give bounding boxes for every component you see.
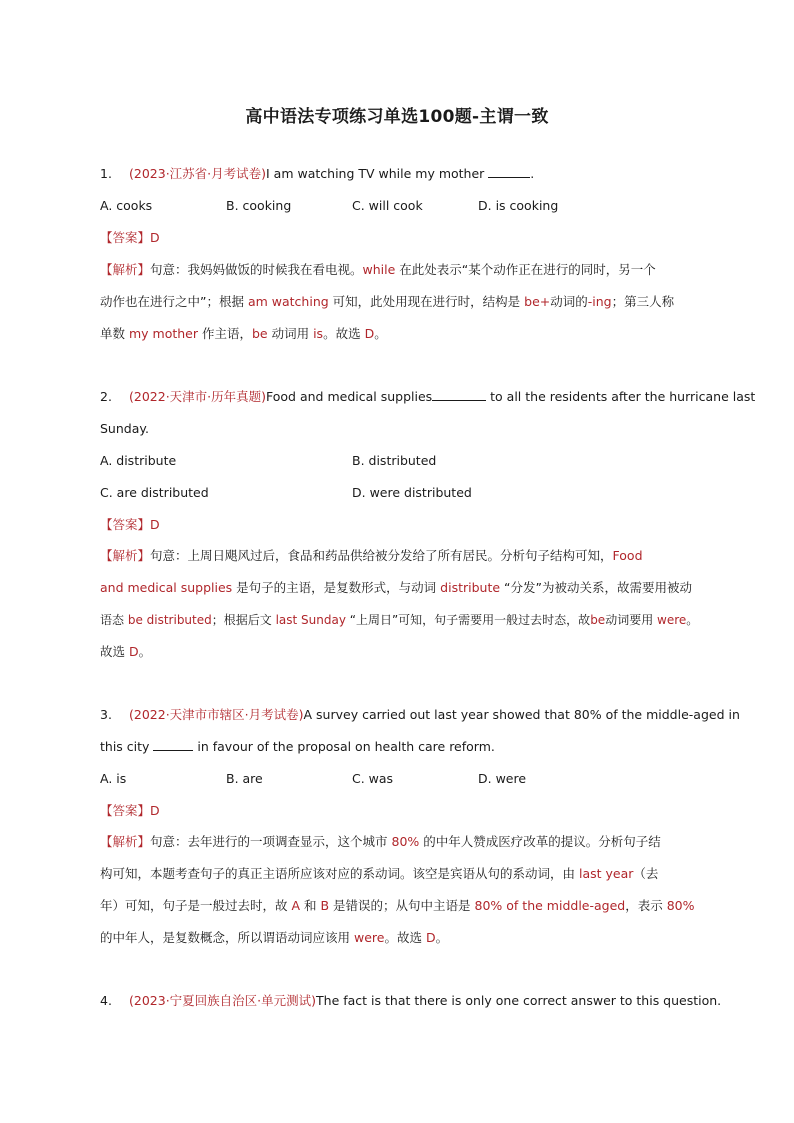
answer-blank <box>153 738 193 751</box>
option-a: A. is <box>100 771 127 786</box>
answer-value: D <box>150 517 160 532</box>
analysis-keyword: my mother <box>128 326 199 341</box>
analysis-keyword: distribute <box>440 580 501 595</box>
analysis-text: 是句子的主语，是复数形式，与动词 <box>232 580 441 595</box>
option-d: D. were distributed <box>352 485 472 500</box>
question-text: I am watching TV while my mother <box>266 166 489 181</box>
answer-line <box>100 228 730 248</box>
question-4-stem <box>100 991 730 1011</box>
analysis-keyword: last year <box>578 866 634 881</box>
analysis-label: 【解析】 <box>100 262 151 277</box>
answer-label: 【答案】 <box>100 517 151 532</box>
analysis-keyword: 80% of the middle-aged <box>474 898 626 913</box>
analysis-line <box>100 610 730 630</box>
analysis-text: 构可知，本题考查句子的真正主语所应该对应的系动词。该空是宾语从句的系动词，由 <box>100 866 579 881</box>
analysis-text: ；第三人称 <box>611 294 675 309</box>
analysis-text: ；根据后文 <box>211 613 276 627</box>
question-3-stem-cont <box>100 737 730 757</box>
option-d: D. is cooking <box>478 198 559 213</box>
analysis-text: 。 <box>138 644 152 659</box>
option-b: B. are <box>226 771 263 786</box>
analysis-text: 动作也在进行之中”；根据 <box>100 294 248 309</box>
analysis-keyword: last Sunday <box>275 613 346 627</box>
option-c: C. will cook <box>352 198 423 213</box>
analysis-text: 句意：上周日飓风过后，食品和药品供给被分发给了所有居民。分析句子结构可知， <box>150 548 613 563</box>
question-3-stem <box>100 705 740 725</box>
question-number: 2. <box>100 389 112 404</box>
analysis-keyword: and medical supplies <box>100 580 233 595</box>
analysis-line <box>100 546 730 566</box>
analysis-text: 是错误的；从句中主语是 <box>329 898 475 913</box>
analysis-text: 动词用 <box>267 326 314 341</box>
analysis-line <box>100 292 730 312</box>
analysis-text: 在此处表示“某个动作正在进行的同时，另一个 <box>395 262 656 277</box>
analysis-keyword: D <box>425 930 436 945</box>
analysis-text: ，表示 <box>625 898 667 913</box>
analysis-keyword: be distributed <box>127 613 212 627</box>
analysis-keyword: 80% <box>391 834 420 849</box>
option-b: B. cooking <box>226 198 292 213</box>
question-text: A survey carried out last year showed that 80% of the middle-aged in <box>303 707 740 722</box>
analysis-text: 。故选 <box>384 930 426 945</box>
option-a: A. distribute <box>100 453 177 468</box>
answer-value: D <box>150 230 160 245</box>
analysis-text: 。故选 <box>323 326 365 341</box>
question-number: 3. <box>100 707 112 722</box>
analysis-text: 语态 <box>100 613 128 627</box>
question-number: 4. <box>100 993 112 1008</box>
analysis-keyword: -ing <box>587 294 612 309</box>
analysis-keyword: is <box>313 326 324 341</box>
analysis-line <box>100 864 730 884</box>
analysis-text: 单数 <box>100 326 129 341</box>
analysis-keyword: were <box>657 613 687 627</box>
analysis-keyword: be+ <box>524 294 551 309</box>
question-text: to all the residents after the hurricane last <box>486 389 756 404</box>
analysis-text: 动词的 <box>550 294 588 309</box>
analysis-keyword: D <box>128 644 139 659</box>
question-number: 1. <box>100 166 112 181</box>
question-2-stem-cont: Sunday. <box>100 421 149 436</box>
analysis-line <box>100 324 730 344</box>
question-1-stem <box>100 164 730 184</box>
analysis-text: “分发”为被动关系，故需要用被动 <box>500 580 692 595</box>
analysis-text: 可知，此处用现在进行时，结构是 <box>328 294 525 309</box>
question-2-stem <box>100 387 756 407</box>
analysis-text: 。 <box>435 930 449 945</box>
analysis-line <box>100 928 730 948</box>
analysis-keyword: were <box>353 930 385 945</box>
analysis-line <box>100 896 730 916</box>
analysis-text: 故选 <box>100 644 129 659</box>
page-title: 高中语法专项练习单选100题-主谓一致 <box>245 107 549 127</box>
analysis-text: （去 <box>633 866 659 881</box>
analysis-keyword: D <box>364 326 375 341</box>
analysis-text: 的中年人，是复数概念，所以谓语动词应该用 <box>100 930 354 945</box>
analysis-keyword: Food <box>612 548 643 563</box>
analysis-text: 。 <box>686 613 699 627</box>
analysis-text: 句意：我妈妈做饭的时候我在看电视。 <box>150 262 363 277</box>
question-source: (2022·天津市·历年真题) <box>129 389 267 404</box>
answer-label: 【答案】 <box>100 803 151 818</box>
question-text: Food and medical supplies <box>266 389 433 404</box>
analysis-line <box>100 260 730 280</box>
question-source: (2023·江苏省·月考试卷) <box>129 166 267 181</box>
question-text-end: . <box>530 166 535 181</box>
analysis-text: “上周日”可知，句子需要用一般过去时态，故 <box>345 613 591 627</box>
answer-value: D <box>150 803 160 818</box>
analysis-label: 【解析】 <box>100 548 151 563</box>
analysis-text: 。 <box>374 326 387 341</box>
answer-line <box>100 515 730 535</box>
option-b: B. distributed <box>352 453 437 468</box>
analysis-keyword: be <box>252 326 268 341</box>
analysis-line <box>100 642 730 662</box>
answer-blank <box>488 165 530 178</box>
question-text: this city <box>100 739 154 754</box>
analysis-text: 句意：去年进行的一项调查显示，这个城市 <box>150 834 392 849</box>
analysis-keyword: B <box>320 898 330 913</box>
analysis-keyword: be <box>590 613 606 627</box>
analysis-keyword: am watching <box>247 294 329 309</box>
option-a: A. cooks <box>100 198 153 213</box>
option-d: D. were <box>478 771 527 786</box>
analysis-keyword: 80% <box>666 898 695 913</box>
analysis-line <box>100 578 730 598</box>
question-source: (2023·宁夏回族自治区·单元测试) <box>129 993 317 1008</box>
answer-label: 【答案】 <box>100 230 151 245</box>
option-c: C. are distributed <box>100 485 209 500</box>
analysis-text: 动词要用 <box>605 613 658 627</box>
question-text: The fact is that there is only one correct answer to this question. <box>316 993 722 1008</box>
question-source: (2022·天津市市辖区·月考试卷) <box>129 707 304 722</box>
analysis-text: 年）可知，句子是一般过去时，故 <box>100 898 292 913</box>
analysis-text: 的中年人赞成医疗改革的提议。分析句子结 <box>419 834 661 849</box>
analysis-keyword: while <box>362 262 396 277</box>
answer-line <box>100 801 730 821</box>
answer-blank <box>432 388 486 401</box>
analysis-label: 【解析】 <box>100 834 151 849</box>
analysis-keyword: A <box>291 898 301 913</box>
option-c: C. was <box>352 771 394 786</box>
question-text: in favour of the proposal on health care reform. <box>193 739 495 754</box>
analysis-text: 和 <box>300 898 321 913</box>
analysis-text: 作主语， <box>198 326 252 341</box>
analysis-line <box>100 832 730 852</box>
